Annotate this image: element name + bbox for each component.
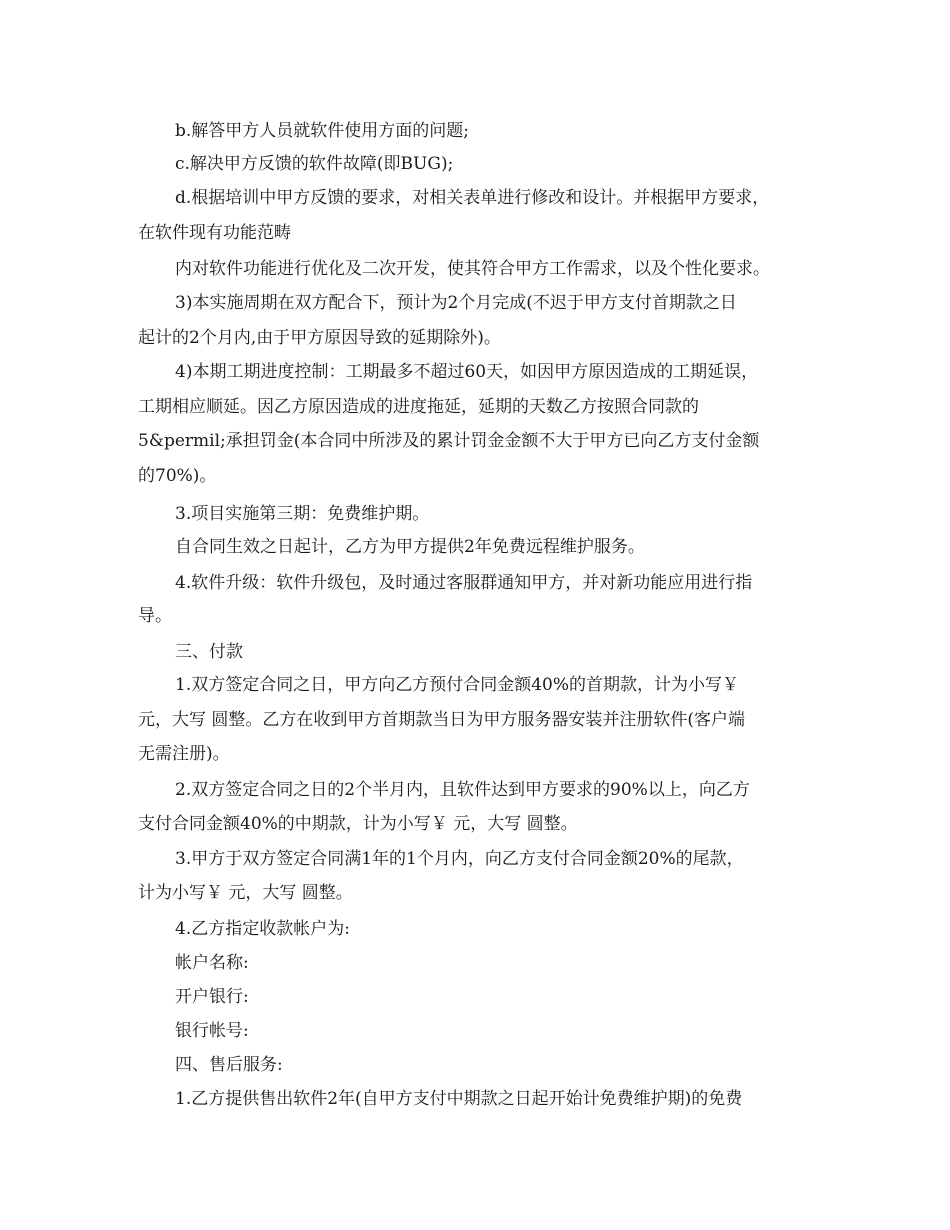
text-line: 1.双方签定合同之日，甲方向乙方预付合同金额40%的首期款，计为小写￥ bbox=[175, 675, 740, 695]
text-line: 4.乙方指定收款帐户为: bbox=[175, 919, 350, 939]
bank-name-label: 开户银行: bbox=[175, 987, 249, 1007]
text-line: 4.软件升级：软件升级包，及时通过客服群通知甲方，并对新功能应用进行指 bbox=[175, 573, 753, 593]
text-line: 在软件现有功能范畴 bbox=[138, 223, 291, 243]
text-line: 3.甲方于双方签定合同满1年的1个月内，向乙方支付合同金额20%的尾款， bbox=[175, 849, 744, 869]
account-name-label: 帐户名称: bbox=[175, 953, 249, 973]
text-line: 的70%)。 bbox=[138, 466, 217, 486]
text-line: 1.乙方提供售出软件2年(自甲方支付中期款之日起开始计免费维护期)的免费 bbox=[175, 1089, 743, 1109]
text-line: 计为小写￥ 元，大写 圆整。 bbox=[138, 883, 353, 903]
text-line: b.解答甲方人员就软件使用方面的问题; bbox=[175, 121, 470, 141]
text-line: 导。 bbox=[138, 606, 172, 626]
text-line: 工期相应顺延。因乙方原因造成的进度拖延，延期的天数乙方按照合同款的 bbox=[138, 397, 699, 417]
text-line: 5&permil;承担罚金(本合同中所涉及的累计罚金金额不大于甲方已向乙方支付金额 bbox=[138, 431, 760, 451]
text-line: d.根据培训中甲方反馈的要求，对相关表单进行修改和设计。并根据甲方要求， bbox=[175, 188, 770, 208]
text-line: 元，大写 圆整。乙方在收到甲方首期款当日为甲方服务器安装并注册软件(客户端 bbox=[138, 710, 746, 730]
text-line: c.解决甲方反馈的软件故障(即BUG); bbox=[175, 154, 454, 174]
account-number-label: 银行帐号: bbox=[175, 1021, 249, 1041]
text-line: 3.项目实施第三期：免费维护期。 bbox=[175, 504, 430, 524]
text-line: 2.双方签定合同之日的2个半月内，且软件达到甲方要求的90%以上，向乙方 bbox=[175, 780, 750, 800]
text-line: 支付合同金额40%的中期款，计为小写￥ 元，大写 圆整。 bbox=[138, 814, 578, 834]
text-line: 自合同生效之日起计，乙方为甲方提供2年免费远程维护服务。 bbox=[175, 537, 645, 557]
section-heading: 四、售后服务: bbox=[175, 1055, 283, 1075]
text-line: 起计的2个月内,由于甲方原因导致的延期除外)。 bbox=[138, 328, 501, 348]
text-line: 4)本期工期进度控制：工期最多不超过60天，如因甲方原因造成的工期延误， bbox=[175, 362, 759, 382]
section-heading: 三、付款 bbox=[175, 642, 243, 662]
text-line: 3)本实施周期在双方配合下，预计为2个月完成(不迟于甲方支付首期款之日 bbox=[175, 293, 737, 313]
text-line: 内对软件功能进行优化及二次开发，使其符合甲方工作需求，以及个性化要求。 bbox=[175, 259, 770, 279]
text-line: 无需注册)。 bbox=[138, 744, 230, 764]
